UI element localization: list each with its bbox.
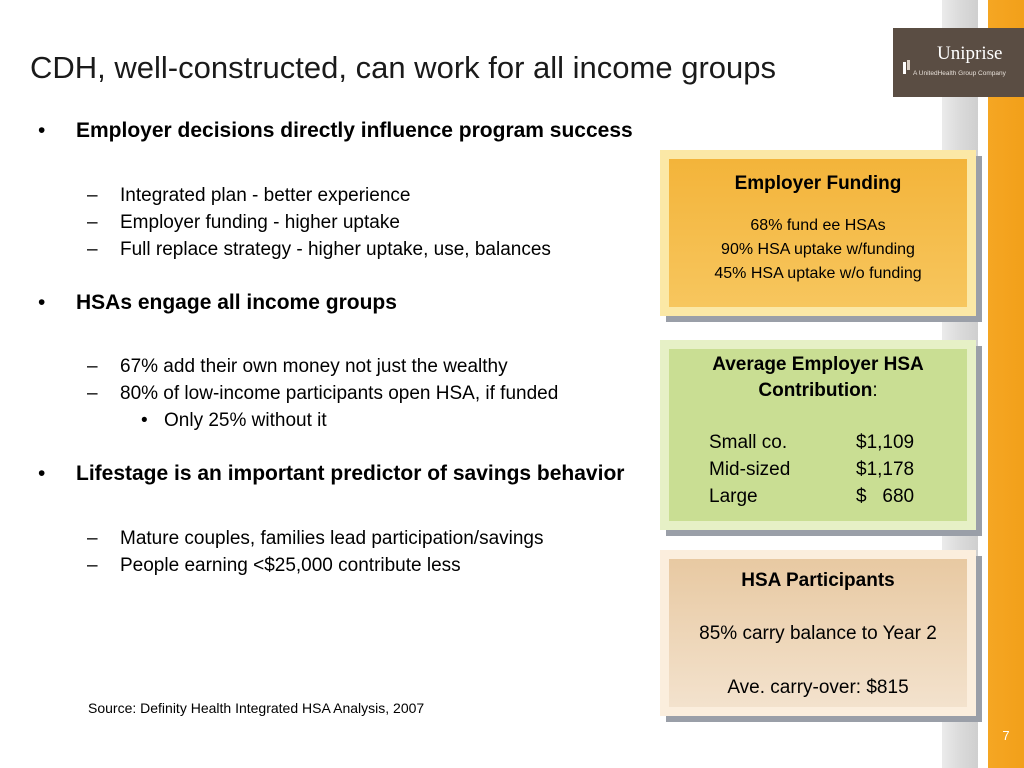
employer-funding-box	[660, 150, 976, 316]
sub-bullet	[38, 236, 653, 263]
employer-funding-line: 68% fund ee HSAs	[750, 217, 886, 234]
avg-contribution-heading-line1: Average Employer HSA	[712, 354, 924, 375]
bullet-text: HSAs engage all income groups	[76, 291, 397, 314]
contribution-row	[669, 483, 967, 510]
bullet-lifestage	[38, 463, 653, 485]
dash-icon: –	[87, 239, 98, 260]
contribution-value: $1,178	[856, 459, 915, 480]
contribution-label: Small co.	[709, 432, 788, 453]
hsa-participants-line: Ave. carry-over: $815	[727, 677, 909, 698]
dash-icon: –	[87, 356, 98, 377]
sub-bullet-text: 80% of low-income participants open HSA, if funded	[120, 383, 559, 404]
bullet-text: Lifestage is an important predictor of savings behavior	[76, 462, 625, 485]
bullet-employer-decisions	[38, 120, 653, 142]
contribution-value: $ 680	[856, 486, 915, 507]
sub-bullet	[38, 353, 653, 380]
bullet-dot-icon: •	[38, 291, 46, 314]
page-number: 7	[1002, 728, 1010, 743]
sub-bullet-text: Integrated plan - better experience	[120, 185, 411, 206]
contribution-label: Large	[709, 486, 758, 507]
sub-sub-bullet-text: Only 25% without it	[164, 410, 327, 431]
logo-name: Uniprise	[937, 43, 1003, 64]
hsa-participants-line: 85% carry balance to Year 2	[699, 623, 937, 644]
contribution-row	[669, 456, 967, 483]
hsa-participants-box	[660, 550, 976, 716]
avg-contribution-heading-word: Contribution	[758, 380, 873, 401]
bullet-dot-icon: •	[141, 410, 148, 431]
sub-bullet	[38, 380, 653, 407]
bullet-dot-icon: •	[38, 119, 46, 142]
slide-title: CDH, well-constructed, can work for all income groups	[30, 50, 776, 85]
logo-subtitle: A UnitedHealth Group Company	[913, 70, 1006, 77]
bullet-text: Employer decisions directly influence program success	[76, 119, 633, 142]
dash-icon: –	[87, 555, 98, 576]
dash-icon: –	[87, 212, 98, 233]
bullet-hsas-engage	[38, 292, 653, 314]
bullet-dot-icon: •	[38, 462, 46, 485]
uniprise-logo	[893, 28, 1024, 97]
logo-mark-icon	[903, 60, 911, 74]
sub-bullet	[38, 525, 653, 552]
contribution-label: Mid-sized	[709, 459, 791, 480]
hsa-participants-heading: HSA Participants	[741, 570, 895, 591]
employer-funding-line: 90% HSA uptake w/funding	[721, 241, 915, 258]
dash-icon: –	[87, 383, 98, 404]
sub-bullet-text: People earning <$25,000 contribute less	[120, 555, 461, 576]
sub-sub-bullet	[38, 407, 653, 434]
right-orange-stripe	[988, 0, 1024, 768]
avg-contribution-heading-suffix: :	[872, 380, 878, 401]
sub-bullet	[38, 209, 653, 236]
employer-funding-panel	[669, 159, 967, 307]
avg-contribution-box	[660, 340, 976, 530]
sub-bullet-text: Mature couples, families lead participation/savings	[120, 528, 544, 549]
avg-contribution-heading-line2	[669, 378, 967, 404]
sub-bullet	[38, 552, 653, 579]
avg-contribution-panel	[669, 349, 967, 521]
contribution-value: $1,109	[856, 432, 915, 453]
employer-funding-heading: Employer Funding	[734, 173, 902, 194]
sub-bullet	[38, 182, 653, 209]
contribution-row	[669, 429, 967, 456]
employer-funding-line: 45% HSA uptake w/o funding	[714, 265, 922, 282]
dash-icon: –	[87, 528, 98, 549]
bullet-list	[38, 120, 653, 579]
sub-bullet-text: 67% add their own money not just the wealthy	[120, 356, 508, 377]
source-note: Source: Definity Health Integrated HSA Analysis, 2007	[88, 700, 425, 716]
hsa-participants-panel	[669, 559, 967, 707]
right-white-stripe	[978, 0, 988, 768]
sub-bullet-text: Employer funding - higher uptake	[120, 212, 400, 233]
sub-bullet-text: Full replace strategy - higher uptake, use, balances	[120, 239, 551, 260]
dash-icon: –	[87, 185, 98, 206]
